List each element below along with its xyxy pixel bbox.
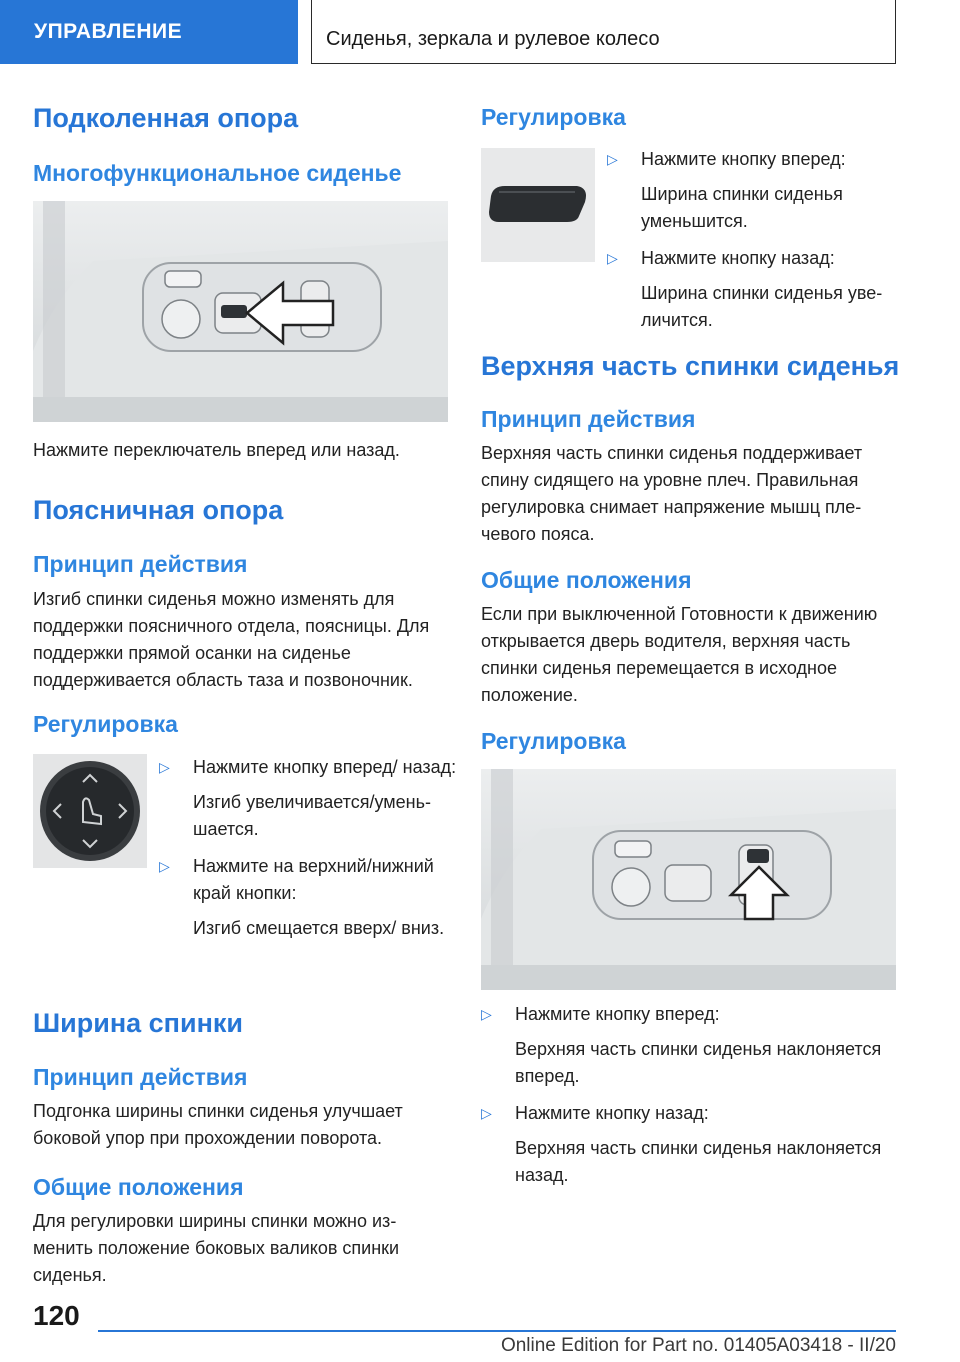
chapter-title: Сиденья, зеркала и рулевое колесо (311, 0, 896, 64)
upper-bullet2-text: Нажмите кнопку назад: (515, 1103, 709, 1123)
upper-bullet1-result: Верхняя часть спинки сиденья наклоняется вперед. (515, 1039, 882, 1086)
upper-principle-text: Верхняя часть спинки сиденья поддерживает спину сидящего на уровне плеч. Правильная регулировка снимает напряжение мышц плечевого пояса. (481, 443, 863, 544)
width-bullet1-result: Ширина спинки сиденья уменьшится. (641, 184, 843, 231)
lumbar-button-image (33, 754, 147, 868)
list-item (607, 146, 899, 173)
seat-panel-upper-illustration (481, 769, 896, 990)
upper-principle-heading: Принцип действия (481, 406, 696, 432)
width-button-illustration (481, 148, 595, 262)
bullet-triangle-icon: ▷ (159, 858, 170, 874)
upper-general-heading: Общие положения (481, 567, 692, 593)
bullet-triangle-icon: ▷ (481, 1105, 492, 1121)
footer-edition: Online Edition for Part no. 01405A03418 - II/20 (500, 1335, 896, 1356)
multifunction-seat-heading: Многофункциональное сиденье (33, 160, 402, 186)
width-principle-text: Подгонка ширины спинки сиденья улучшает боковой упор при прохождении поворота. (33, 1101, 403, 1148)
seat-control-image-knee (33, 201, 448, 422)
upper-general-text: Если при выключенной Готовности к движению открывается дверь водителя, верхняя часть спинки сиденья перемещается в исходное положение. (481, 604, 878, 705)
backrest-width-heading: Ширина спинки (33, 1008, 243, 1038)
section-tab: УПРАВЛЕНИЕ (0, 0, 298, 64)
list-item (607, 245, 899, 272)
bullet-triangle-icon: ▷ (607, 151, 618, 167)
upper-bullets (481, 1001, 896, 1189)
list-item (159, 754, 459, 781)
width-button-image (481, 148, 595, 262)
lumbar-knob-illustration (33, 754, 147, 868)
bullet-triangle-icon: ▷ (607, 250, 618, 266)
width-adjust-heading: Регулировка (481, 104, 626, 130)
width-principle-heading: Принцип действия (33, 1064, 248, 1090)
knee-caption: Нажмите переключатель вперед или назад. (33, 440, 400, 460)
bullet-triangle-icon: ▷ (481, 1006, 492, 1022)
page-number: 120 (33, 1300, 80, 1331)
lumbar-bullet2-result: Изгиб смещается вверх/ вниз. (193, 918, 445, 938)
lumbar-bullet2-text: Нажмите на верхний/нижний край кнопки: (193, 856, 434, 903)
knee-support-heading: Подколенная опора (33, 103, 299, 133)
width-bullets (607, 146, 899, 334)
list-item (481, 1100, 896, 1127)
bullet-triangle-icon: ▷ (159, 759, 170, 775)
lumbar-heading: Поясничная опора (33, 495, 284, 525)
lumbar-bullet1-text: Нажмите кнопку вперед/ назад: (193, 757, 457, 777)
upper-backrest-heading: Верхняя часть спинки сиденья (481, 351, 900, 381)
upper-adjust-heading: Регулировка (481, 728, 626, 754)
width-bullet1-text: Нажмите кнопку вперед: (641, 149, 846, 169)
lumbar-bullet1-result: Изгиб увеличивается/уменьшается. (193, 792, 431, 839)
width-bullet2-text: Нажмите кнопку назад: (641, 248, 835, 268)
upper-bullet2-result: Верхняя часть спинки сиденья наклоняется назад. (515, 1138, 882, 1185)
lumbar-principle-heading: Принцип действия (33, 551, 248, 577)
width-bullet2-result: Ширина спинки сиденья увеличится. (641, 283, 883, 330)
lumbar-adjust-heading: Регулировка (33, 711, 178, 737)
upper-bullet1-text: Нажмите кнопку вперед: (515, 1004, 720, 1024)
list-item (159, 853, 459, 907)
list-item (481, 1001, 896, 1028)
seat-control-image-upper (481, 769, 896, 990)
lumbar-principle-text: Изгиб спинки сиденья можно изменять для поддержки поясничного отдела, поясницы. Для поддержки прямой осанки на сиденье поддерживается область таза и позвоночник. (33, 589, 430, 690)
width-general-text: Для регулировки ширины спинки можно изменить положение боковых валиков спинки сиденья. (33, 1211, 400, 1285)
lumbar-bullets (159, 754, 459, 942)
footer-divider (98, 1330, 896, 1332)
seat-panel-illustration (33, 201, 448, 422)
width-general-heading: Общие положения (33, 1174, 244, 1200)
